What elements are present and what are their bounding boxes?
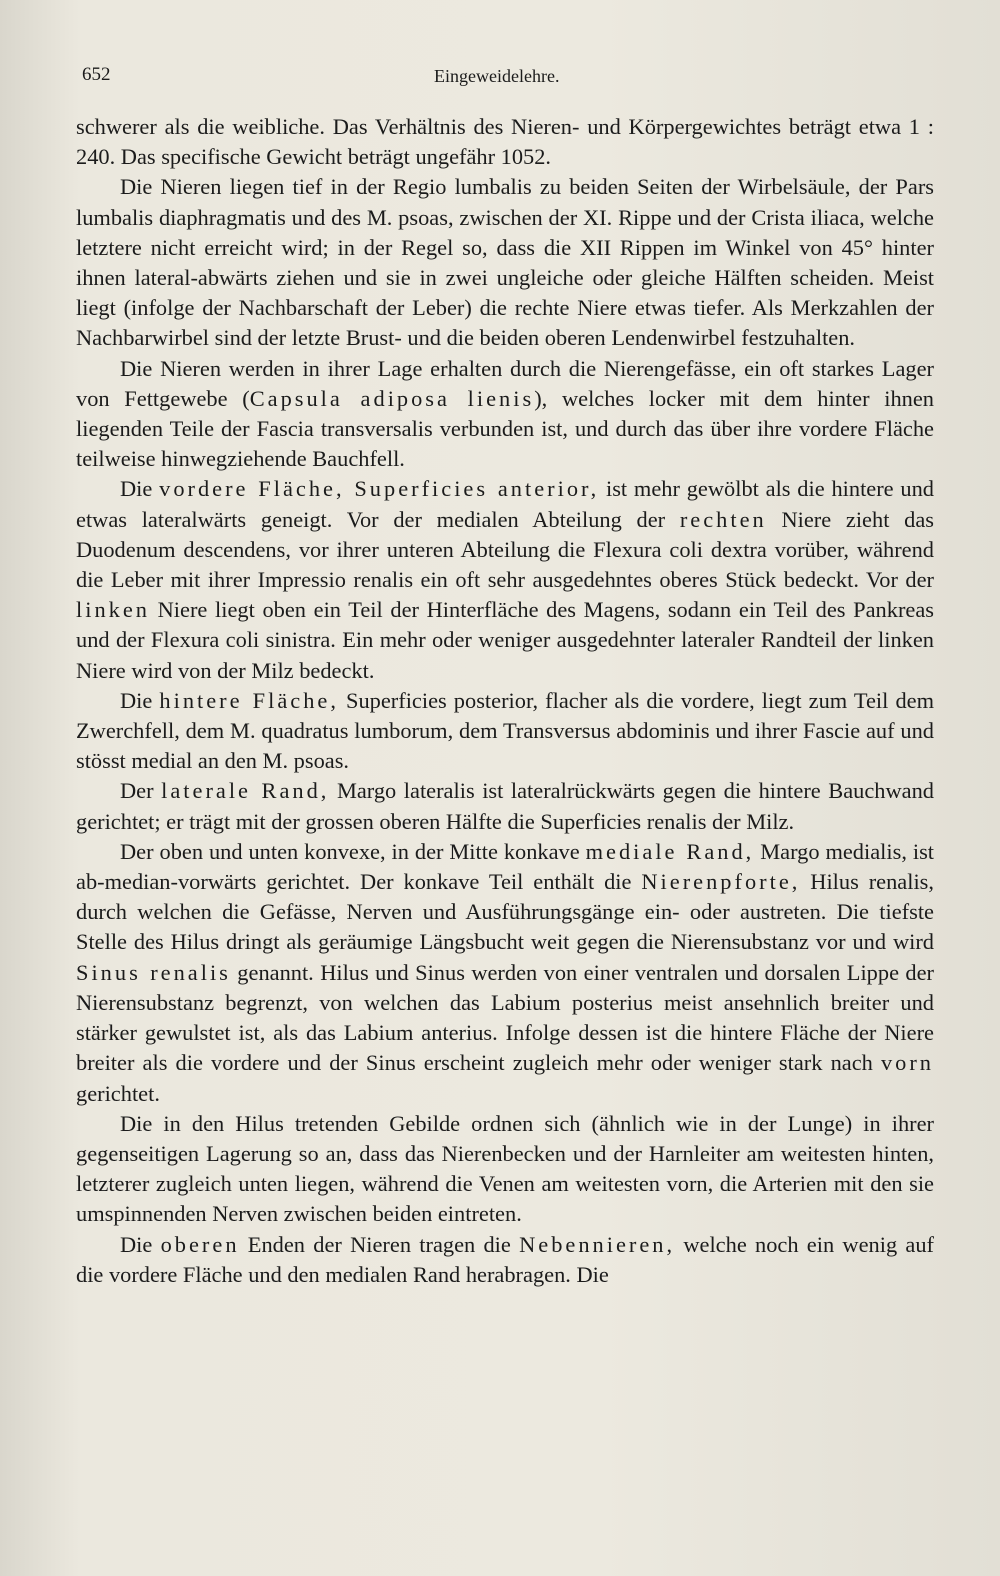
- text-run: Niere zieht das Duodenum descendens, vor ihrer unteren Abteilung die Flexura coli dextra vorüber, während die Leber mit ihrer Impressio renalis ein oft sehr ausgedehntes oberes Stück bedeckt. Vor der: [76, 506, 934, 593]
- spaced-term: laterale Rand,: [161, 778, 330, 804]
- spaced-term: Nebennieren,: [519, 1231, 676, 1257]
- paragraph: [76, 1230, 934, 1290]
- paragraph: [76, 474, 934, 685]
- body-text: [76, 112, 934, 1290]
- text-run: ), welches locker mit dem hinter ihnen liegenden Teile der Fascia transversalis verbunden ist, und durch das über ihre vordere Fläche teilweise hinwegziehende Bauchfell.: [76, 385, 934, 472]
- paragraph: [76, 354, 934, 475]
- text-run: Der: [120, 778, 162, 804]
- spaced-term: rechten: [679, 506, 767, 532]
- text-run: Die Nieren liegen tief in der Regio lumbalis zu beiden Seiten der Wirbelsäule, der Pars lumbalis diaphragmatis und des M. psoas, zwischen der XI. Rippe und der Crista iliaca, welche letztere nicht erreicht wird; in der Regel so, dass die XII Rippen im Winkel von 45° hinter ihnen lateral-abwärts ziehen und sie in zwei ungleiche oder gleiche Hälften scheiden. Meist liegt (infolge der Nachbarschaft der Leber) die rechte Niere etwas tiefer. Als Merkzahlen der Nachbarwirbel sind der letzte Brust- und die beiden oberen Lendenwirbel festzuhalten.: [76, 174, 934, 351]
- spaced-term: linken: [76, 597, 150, 623]
- text-run: Die Nieren werden in ihrer Lage erhalten durch die Nierengefässe, ein oft starkes Lager von Fettgewebe (: [76, 355, 934, 411]
- paragraph: [76, 776, 934, 836]
- paragraph: [76, 172, 934, 353]
- text-run: welche noch ein wenig auf die vordere Fläche und den medialen Rand herabragen. Die: [76, 1231, 934, 1287]
- text-run: Der oben und unten konvexe, in der Mitte konkave: [120, 838, 586, 864]
- text-run: genannt. Hilus und Sinus werden von einer ventralen und dorsalen Lippe der Nierensubstanz begrenzt, von welchen das Labium posterius meist ansehnlich breiter und stärker gewulstet ist, als das Labium anterius. Infolge dessen ist die hintere Fläche der Niere breiter als die vordere und der Sinus erscheint zugleich mehr oder weniger stark nach: [76, 959, 935, 1076]
- text-run: gerichtet.: [76, 1080, 160, 1106]
- spaced-term: vorn: [880, 1050, 934, 1076]
- text-run: Die: [120, 687, 160, 713]
- text-run: schwerer als die weibliche. Das Verhältnis des Nieren- und Körpergewichtes beträgt etwa 1 : 240. Das specifische Gewicht beträgt ungefähr 1052.: [76, 114, 934, 170]
- spaced-term: Capsula adiposa lienis: [249, 385, 535, 411]
- text-run: Enden der Nieren tragen die: [239, 1231, 520, 1257]
- text-run: Hilus renalis, durch welchen die Gefässe, Nerven und Ausführungsgänge ein- oder austreten. Die tiefste Stelle des Hilus dringt als geräumige Längsbucht weit gegen die Nierensubstanz vor und wird: [76, 869, 934, 955]
- paragraph: [76, 112, 934, 172]
- text-run: Superficies posterior, flacher als die vordere, liegt zum Teil dem Zwerchfell, dem M. quadratus lumborum, dem Transversus abdominis und ihrer Fascie auf und stösst medial an den M. psoas.: [76, 687, 934, 774]
- spaced-term: hintere Fläche,: [159, 687, 339, 713]
- spaced-term: oberen: [160, 1231, 240, 1257]
- running-head: Eingeweidelehre.: [434, 66, 560, 86]
- paragraph: [76, 686, 934, 777]
- paragraph: [76, 1109, 934, 1230]
- text-run: Margo lateralis ist lateralrückwärts gegen die hintere Bauchwand gerichtet; er trägt mit der grossen oberen Hälfte die Superficies renalis der Milz.: [76, 778, 934, 834]
- spaced-term: vordere Fläche, Superficies anterior,: [159, 476, 600, 502]
- text-run: Niere liegt oben ein Teil der Hinterfläche des Magens, sodann ein Teil des Pankreas und der Flexura coli sinistra. Ein mehr oder weniger ausgedehnter lateraler Randteil der linken Niere wird von der Milz bedeckt.: [76, 597, 934, 683]
- spaced-term: Nierenpforte,: [641, 869, 801, 895]
- paragraph: [76, 837, 934, 1109]
- text-run: Die in den Hilus tretenden Gebilde ordnen sich (ähnlich wie in der Lunge) in ihrer gegenseitigen Lagerung so an, dass das Nierenbecken und der Harnleiter am weitesten hinten, letzterer zugleich unten liegen, während die Venen am weitesten vorn, die Arterien mit den sie umspinnenden Nerven zwischen beiden eintreten.: [76, 1110, 934, 1227]
- spaced-term: mediale Rand,: [585, 838, 755, 864]
- text-run: Die: [120, 1231, 161, 1257]
- text-run: Margo medialis, ist ab-median-vorwärts gerichtet. Der konkave Teil enthält die: [76, 838, 934, 895]
- text-run: ist mehr gewölbt als die hintere und etwas lateralwärts geneigt. Vor der medialen Abteilung der: [76, 476, 934, 532]
- text-run: Die: [120, 476, 160, 502]
- spaced-term: Sinus renalis: [76, 959, 231, 985]
- page-number: 652: [82, 64, 111, 85]
